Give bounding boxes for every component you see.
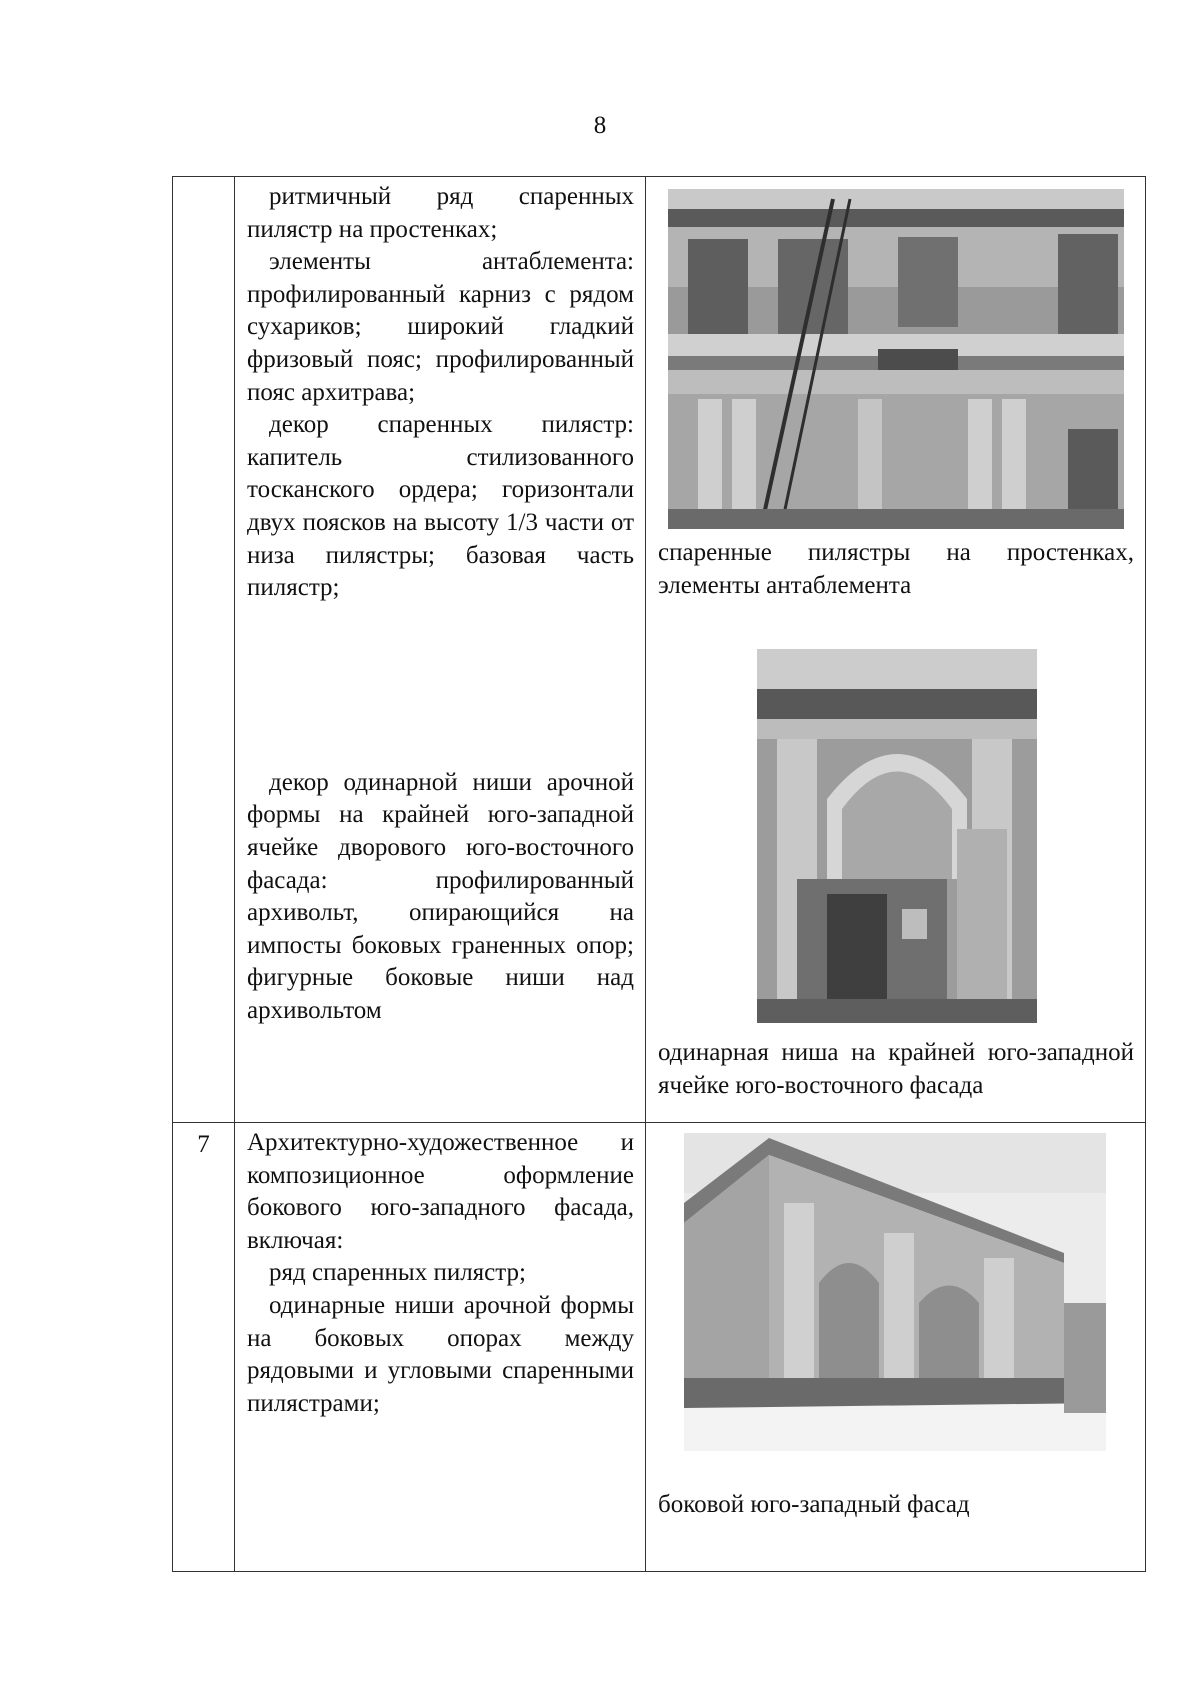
description-paragraph: декор одинарной ниши арочной формы на крайней юго-западной ячейке дворового юго-восточного фасада: профилированный архивольт, опирающийся на импосты боковых граненных опор; фигурные боковые ниши над архивольтом — [247, 768, 634, 1024]
row-images — [646, 1123, 1146, 1572]
description-paragraph: одинарные ниши арочной формы на боковых опорах между рядовыми и угловыми спаренными пилястрами; — [247, 1291, 634, 1417]
table-row — [173, 1123, 1146, 1572]
description-paragraph: элементы антаблемента: профилированный карниз с рядом сухариков; широкий гладкий фризовый пояс; профилированный пояс архитрава; — [247, 248, 634, 406]
arched-niche-photo — [757, 649, 1037, 1023]
description-paragraph: ритмичный ряд спаренных пилястр на простенках; — [247, 183, 634, 243]
photo-caption: боковой юго-западный фасад — [658, 1491, 970, 1518]
photo-caption: спаренные пилястры на простенках, элементы антаблемента — [658, 539, 1134, 599]
row-images — [646, 177, 1146, 1123]
photo-caption: одинарная ниша на крайней юго-западной ячейке юго-восточного фасада — [658, 1039, 1134, 1099]
page-number: 8 — [593, 112, 607, 139]
facade-pilasters-photo — [668, 189, 1124, 529]
southwest-facade-photo — [684, 1133, 1106, 1451]
description-paragraph: Архитектурно-художественное и композиционное оформление бокового юго-западного фасада, включая: — [247, 1129, 634, 1254]
monument-elements-table — [172, 176, 1146, 1572]
description-paragraph: ряд спаренных пилястр; — [269, 1259, 526, 1287]
row-number: 7 — [173, 1123, 235, 1572]
row-description — [235, 1123, 646, 1572]
table-row — [173, 177, 1146, 1123]
row-description — [235, 177, 646, 1123]
row-number — [173, 177, 235, 1123]
description-paragraph: декор спаренных пилястр: капитель стилизованного тосканского ордера; горизонтали двух поясков на высоту 1/3 части от низа пилястры; базовая часть пилястр; — [247, 411, 634, 602]
